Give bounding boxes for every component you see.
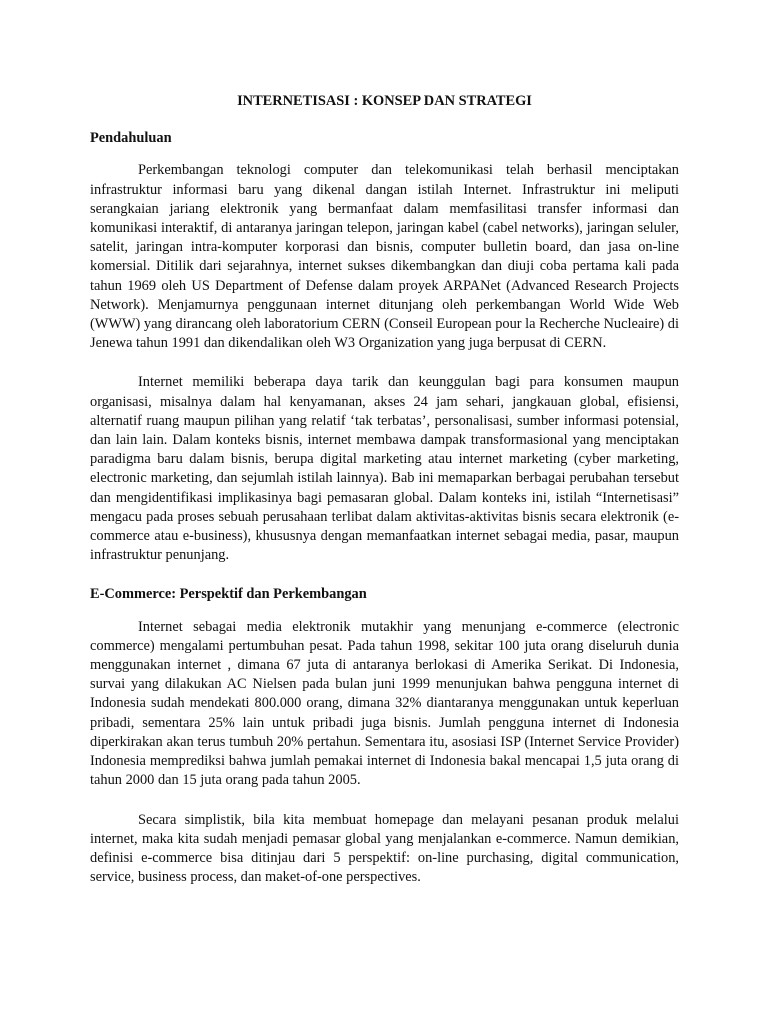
document-title: INTERNETISASI : KONSEP DAN STRATEGI <box>237 93 532 109</box>
section-heading-pendahuluan: Pendahuluan <box>90 130 172 147</box>
section-heading-ecommerce: E-Commerce: Perspektif dan Perkembangan <box>90 586 367 603</box>
paragraph: Internet sebagai media elektronik mutakhir yang menunjang e-commerce (electronic commerce) mengalami pertumbuhan pesat. Pada tahun 1998, sekitar 100 juta orang diseluruh dunia menggunakan internet , dimana 67 juta di antaranya berlokasi di Amerika Serikat. Di Indonesia, survai yang dilakukan AC Nielsen pada bulan juni 1999 menunjukan bahwa pengguna internet di Indonesia sudah mendekati 800.000 orang, dimana 32% diantaranya menggunakan untuk keperluan pribadi, sementara 25% lain untuk pribadi juga bisnis. Jumlah pengguna internet di Indonesia diperkirakan akan terus tumbuh 20% pertahun. Sementara itu, asosiasi ISP (Internet Service Provider) Indonesia memprediksi bahwa jumlah pemakai internet di Indonesia bakal mencapai 1,5 juta orang di tahun 2000 dan 15 juta orang pada tahun 2005. <box>90 618 679 789</box>
paragraph: Internet memiliki beberapa daya tarik dan keunggulan bagi para konsumen maupun organisasi, misalnya dalam hal kenyamanan, akses 24 jam sehari, jangkauan global, efisiensi, alternatif ruang maupun pilihan yang relatif ‘tak terbatas’, personalisasi, sumber informasi potensial, dan lain lain. Dalam konteks bisnis, internet membawa dampak transformasional yang menciptakan paradigma baru dalam bisnis, berupa digital marketing atau internet marketing (cyber marketing, electronic marketing, dan sejumlah istilah lainnya). Bab ini memaparkan berbagai perubahan tersebut dan mengidentifikasi implikasinya bagi pemasaran global. Dalam konteks ini, istilah “Internetisasi” mengacu pada proses sebuah perusahaan terlibat dalam aktivitas-aktivitas bisnis secara elektronik (e-commerce atau e-business), khususnya dengan memanfaatkan internet sebagai media, pasar, maupun infrastruktur penunjang. <box>90 374 679 564</box>
paragraph: Perkembangan teknologi computer dan telekomunikasi telah berhasil menciptakan infrastruktur informasi baru yang dikenal dangan istilah Internet. Infrastruktur ini meliputi serangkaian jariang elektronik yang bermanfaat dalam memfasilitasi transfer informasi dan komunikasi interaktif, di antaranya jaringan telepon, jaringan kabel (cabel networks), jaringan seluler, satelit, jaringan intra-komputer korporasi dan bisnis, computer bulletin board, dan jasa on-line komersial. Ditilik dari sejarahnya, internet sukses dikembangkan dan diuji coba pertama kali pada tahun 1969 oleh US Department of Defense dalam proyek ARPANet (Advanced Research Projects Network). Menjamurnya penggunaan internet ditunjang oleh perkembangan World Wide Web (WWW) yang dirancang oleh laboratorium CERN (Conseil European pour la Recherche Nucleaire) di Jenewa tahun 1991 dan dikendalikan oleh W3 Organization yang juga berpusat di CERN. <box>90 162 679 352</box>
paragraph: Secara simplistik, bila kita membuat homepage dan melayani pesanan produk melalui internet, maka kita sudah menjadi pemasar global yang menjalankan e-commerce. Namun demikian, definisi e-commerce bisa ditinjau dari 5 perspektif: on-line purchasing, digital communication, service, business process, dan maket-of-one perspectives. <box>90 811 679 886</box>
document-page <box>90 92 679 907</box>
